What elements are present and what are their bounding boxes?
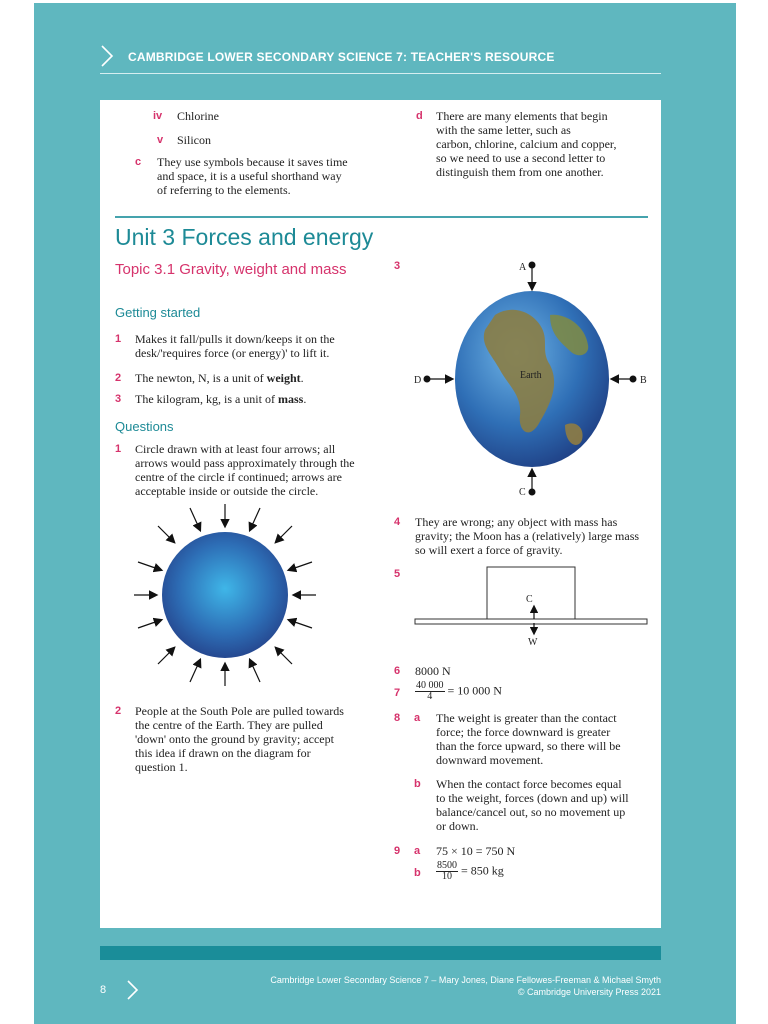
- block-on-table-diagram: [412, 565, 652, 650]
- item-number: iv: [153, 110, 163, 122]
- label-c: C: [526, 594, 533, 605]
- gravity-arrows-diagram: [130, 500, 330, 700]
- label-w: W: [528, 637, 538, 648]
- label-b: B: [640, 375, 647, 386]
- item-number: 1: [115, 333, 122, 345]
- answer-text: There are many elements that begin with the same letter, such as carbon, chlorine, calcium and copper, so we need to use a second letter to distinguish them from one another.: [436, 109, 617, 179]
- item-number: 5: [394, 568, 401, 580]
- label-d: D: [414, 375, 422, 386]
- item-number: v: [157, 134, 164, 146]
- answer-text: Chlorine: [177, 109, 219, 123]
- answer-text: $\frac{8500}{10}$ = 850 kg: [437, 860, 504, 882]
- footer-bar: [100, 946, 661, 960]
- item-number: 9: [394, 845, 401, 857]
- page-number: 8: [100, 984, 107, 996]
- header-rule: [100, 73, 661, 74]
- item-number: d: [416, 110, 423, 122]
- answer-text: 8000 N: [415, 664, 451, 678]
- answer-text: The kilogram, kg, is a unit of mass.: [135, 392, 307, 406]
- item-number: 3: [115, 393, 122, 405]
- answer-text: They use symbols because it saves time and space, it is a useful shorthand way of referring to the elements.: [157, 155, 348, 197]
- unit-rule: [115, 216, 648, 218]
- answer-text: Silicon: [177, 133, 212, 147]
- topic-title: Topic 3.1 Gravity, weight and mass: [115, 261, 347, 278]
- planet-circle: [162, 532, 288, 658]
- answer-text: They are wrong; any object with mass has gravity; the Moon has a (relatively) large mass so will exert a force of gravity.: [415, 515, 640, 557]
- item-number: 2: [115, 705, 122, 717]
- answer-text: The newton, N, is a unit of weight.: [135, 371, 304, 385]
- chevron-right-icon: [126, 979, 140, 1001]
- section-heading: Getting started: [115, 305, 201, 320]
- label-a: A: [519, 262, 527, 273]
- footer-credits: Cambridge Lower Secondary Science 7 – Mary Jones, Diane Fellowes-Freeman & Michael Smyth © Cambridge University Press 2021: [270, 975, 661, 997]
- item-number: 6: [394, 665, 401, 677]
- chevron-right-icon: [98, 44, 118, 68]
- item-number: 1: [115, 443, 122, 455]
- earth-forces-diagram: [400, 255, 660, 500]
- answer-text: The weight is greater than the contact force; the force downward is greater than the force upward, so there will be downward movement.: [436, 711, 621, 767]
- item-number: 7: [394, 687, 401, 699]
- item-number: a: [414, 845, 421, 857]
- item-number: 3: [394, 260, 401, 272]
- item-number: b: [414, 867, 421, 879]
- answer-text: Makes it fall/pulls it down/keeps it on the desk/'requires force (or energy)' to lift it.: [135, 332, 335, 360]
- header-title: CAMBRIDGE LOWER SECONDARY SCIENCE 7: TEACHER'S RESOURCE: [128, 50, 555, 64]
- item-number: 8: [394, 712, 401, 724]
- answer-text: Circle drawn with at least four arrows; all arrows would pass approximately through the centre of the circle if continued; arrows are acceptable inside or outside the circle.: [135, 442, 355, 498]
- item-number: b: [414, 778, 421, 790]
- item-number: 4: [394, 516, 401, 528]
- item-number: c: [135, 156, 142, 168]
- label-c: C: [519, 487, 526, 498]
- answer-text: 75 × 10 = 750 N: [436, 844, 516, 858]
- section-heading: Questions: [115, 419, 174, 434]
- unit-title: Unit 3 Forces and energy: [115, 224, 374, 250]
- answer-text: $\frac{40 000}{4}$ = 10 000 N: [416, 680, 502, 702]
- item-number: a: [414, 712, 421, 724]
- item-number: 2: [115, 372, 122, 384]
- answer-text: People at the South Pole are pulled towards the centre of the Earth. They are pulled 'down' onto the ground by gravity; accept this idea if drawn on the diagram for question 1.: [135, 704, 344, 774]
- answer-text: When the contact force becomes equal to the weight, forces (down and up) will balance/cancel out, so no movement up or down.: [436, 777, 629, 833]
- page-content: [100, 100, 661, 928]
- label-earth: Earth: [520, 370, 542, 381]
